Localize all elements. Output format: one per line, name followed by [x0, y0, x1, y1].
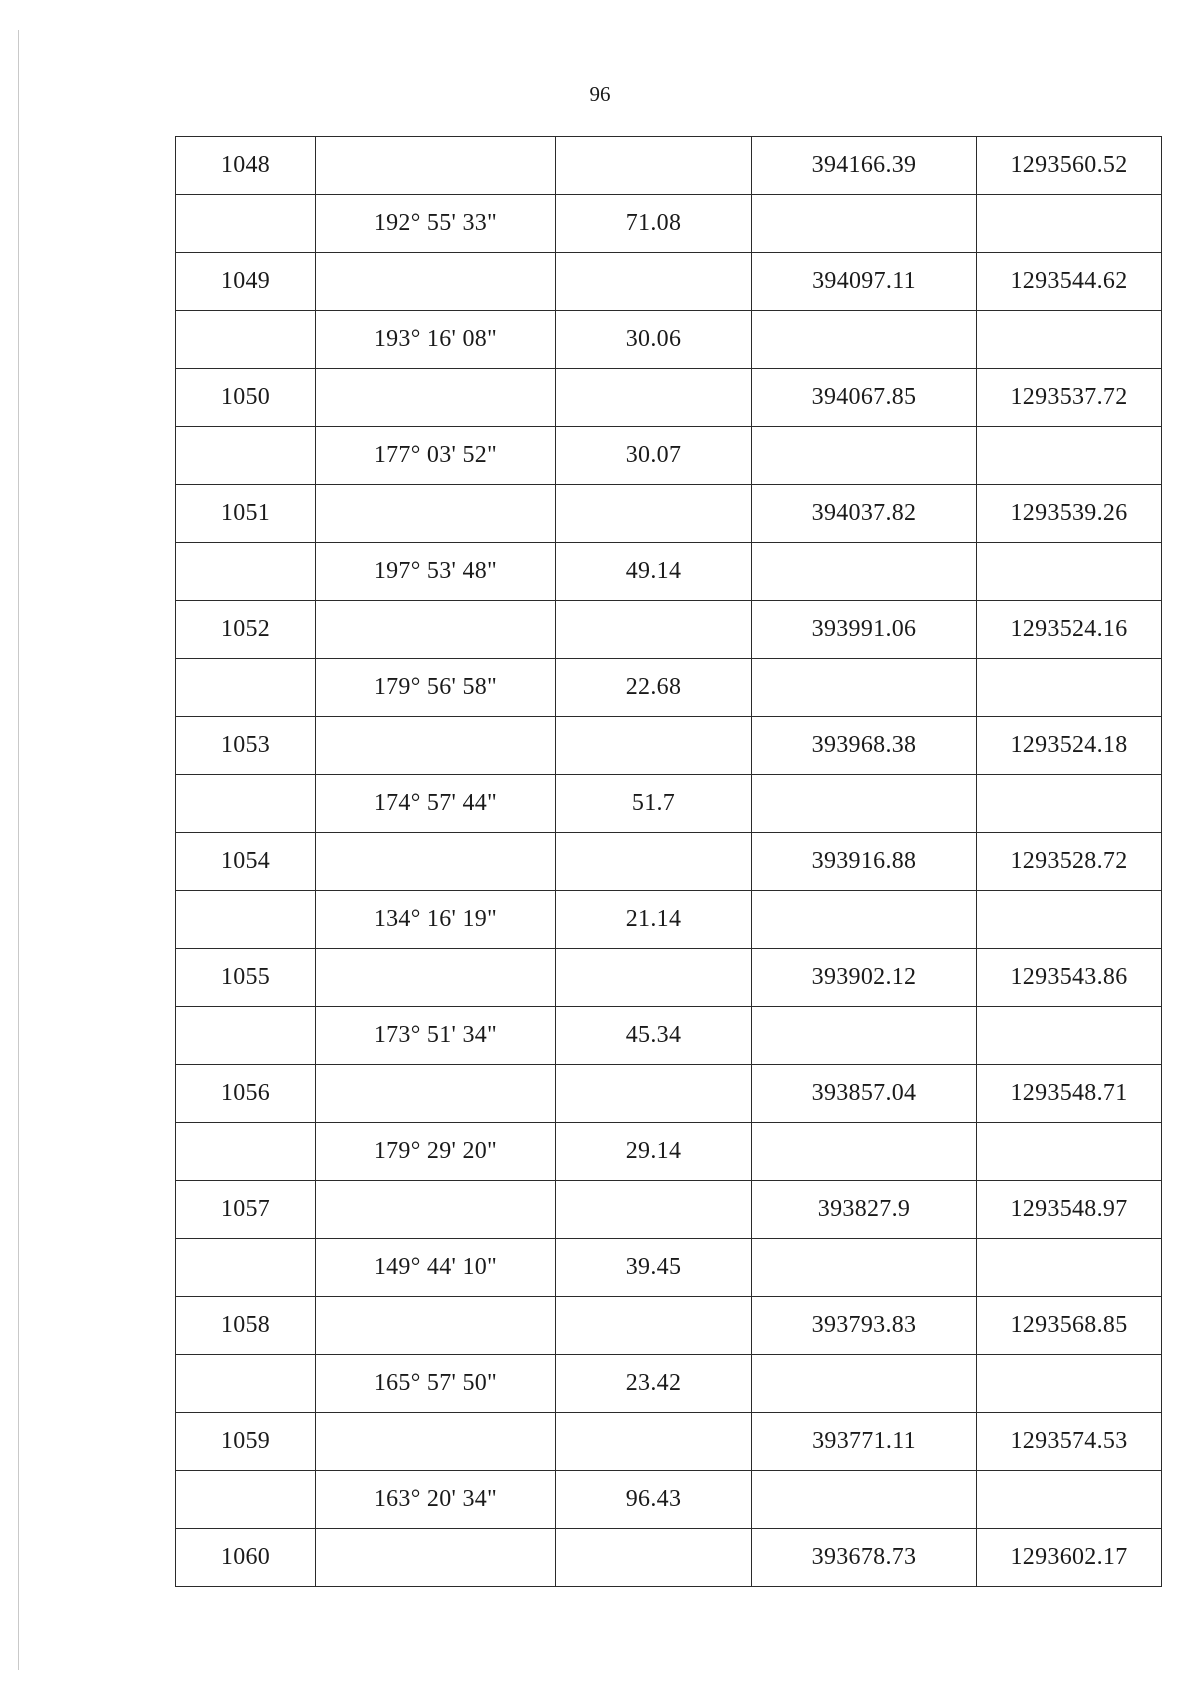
easting-cell: 1293544.62 — [977, 253, 1162, 311]
point-id-cell: 1053 — [176, 717, 316, 775]
empty-cell — [752, 427, 977, 485]
bearing-cell: 165° 57' 50" — [316, 1355, 556, 1413]
empty-cell — [752, 1355, 977, 1413]
easting-cell: 1293568.85 — [977, 1297, 1162, 1355]
point-id-cell: 1060 — [176, 1529, 316, 1587]
empty-cell — [176, 1355, 316, 1413]
point-row — [176, 601, 1162, 659]
empty-cell — [316, 833, 556, 891]
easting-cell: 1293548.71 — [977, 1065, 1162, 1123]
distance-cell: 21.14 — [556, 891, 752, 949]
empty-cell — [316, 1413, 556, 1471]
point-row — [176, 1529, 1162, 1587]
bearing-cell: 179° 29' 20" — [316, 1123, 556, 1181]
distance-cell: 45.34 — [556, 1007, 752, 1065]
distance-cell: 29.14 — [556, 1123, 752, 1181]
empty-cell — [752, 311, 977, 369]
empty-cell — [977, 543, 1162, 601]
point-row — [176, 717, 1162, 775]
distance-cell: 49.14 — [556, 543, 752, 601]
point-id-cell: 1054 — [176, 833, 316, 891]
point-row — [176, 1297, 1162, 1355]
point-row — [176, 253, 1162, 311]
distance-cell: 30.07 — [556, 427, 752, 485]
segment-row — [176, 659, 1162, 717]
empty-cell — [752, 1007, 977, 1065]
empty-cell — [316, 601, 556, 659]
point-id-cell: 1058 — [176, 1297, 316, 1355]
empty-cell — [752, 891, 977, 949]
empty-cell — [556, 1529, 752, 1587]
empty-cell — [176, 891, 316, 949]
easting-cell: 1293548.97 — [977, 1181, 1162, 1239]
empty-cell — [176, 195, 316, 253]
empty-cell — [176, 427, 316, 485]
northing-cell: 393991.06 — [752, 601, 977, 659]
segment-row — [176, 1355, 1162, 1413]
empty-cell — [556, 601, 752, 659]
point-id-cell: 1048 — [176, 137, 316, 195]
segment-row — [176, 1007, 1162, 1065]
easting-cell: 1293524.18 — [977, 717, 1162, 775]
northing-cell: 394067.85 — [752, 369, 977, 427]
empty-cell — [176, 311, 316, 369]
easting-cell: 1293539.26 — [977, 485, 1162, 543]
empty-cell — [556, 485, 752, 543]
empty-cell — [556, 369, 752, 427]
empty-cell — [316, 1065, 556, 1123]
northing-cell: 394166.39 — [752, 137, 977, 195]
northing-cell: 393827.9 — [752, 1181, 977, 1239]
empty-cell — [752, 195, 977, 253]
empty-cell — [316, 717, 556, 775]
point-row — [176, 1413, 1162, 1471]
empty-cell — [316, 949, 556, 1007]
distance-cell: 22.68 — [556, 659, 752, 717]
northing-cell: 393968.38 — [752, 717, 977, 775]
empty-cell — [176, 775, 316, 833]
segment-row — [176, 427, 1162, 485]
empty-cell — [752, 659, 977, 717]
bearing-cell: 197° 53' 48" — [316, 543, 556, 601]
empty-cell — [977, 195, 1162, 253]
point-row — [176, 1065, 1162, 1123]
empty-cell — [977, 891, 1162, 949]
bearing-cell: 149° 44' 10" — [316, 1239, 556, 1297]
empty-cell — [316, 485, 556, 543]
easting-cell: 1293560.52 — [977, 137, 1162, 195]
empty-cell — [176, 1239, 316, 1297]
empty-cell — [977, 1123, 1162, 1181]
easting-cell: 1293528.72 — [977, 833, 1162, 891]
easting-cell: 1293602.17 — [977, 1529, 1162, 1587]
bearing-cell: 192° 55' 33" — [316, 195, 556, 253]
segment-row — [176, 891, 1162, 949]
segment-row — [176, 775, 1162, 833]
easting-cell: 1293574.53 — [977, 1413, 1162, 1471]
northing-cell: 393916.88 — [752, 833, 977, 891]
point-id-cell: 1052 — [176, 601, 316, 659]
page-number: 96 — [589, 82, 611, 106]
bearing-cell: 193° 16' 08" — [316, 311, 556, 369]
empty-cell — [556, 1065, 752, 1123]
empty-cell — [556, 717, 752, 775]
northing-cell: 394097.11 — [752, 253, 977, 311]
bearing-cell: 163° 20' 34" — [316, 1471, 556, 1529]
point-row — [176, 949, 1162, 1007]
bearing-cell: 177° 03' 52" — [316, 427, 556, 485]
point-id-cell: 1056 — [176, 1065, 316, 1123]
point-id-cell: 1055 — [176, 949, 316, 1007]
empty-cell — [316, 369, 556, 427]
distance-cell: 96.43 — [556, 1471, 752, 1529]
empty-cell — [316, 137, 556, 195]
northing-cell: 393902.12 — [752, 949, 977, 1007]
point-row — [176, 369, 1162, 427]
bearing-cell: 174° 57' 44" — [316, 775, 556, 833]
segment-row — [176, 1239, 1162, 1297]
distance-cell: 51.7 — [556, 775, 752, 833]
empty-cell — [977, 659, 1162, 717]
segment-row — [176, 311, 1162, 369]
northing-cell: 393857.04 — [752, 1065, 977, 1123]
distance-cell: 30.06 — [556, 311, 752, 369]
segment-row — [176, 1471, 1162, 1529]
point-row — [176, 137, 1162, 195]
empty-cell — [752, 1123, 977, 1181]
point-id-cell: 1049 — [176, 253, 316, 311]
empty-cell — [977, 1471, 1162, 1529]
empty-cell — [176, 1123, 316, 1181]
empty-cell — [752, 775, 977, 833]
empty-cell — [316, 1297, 556, 1355]
empty-cell — [556, 1297, 752, 1355]
coordinate-table — [175, 136, 1162, 1587]
point-id-cell: 1050 — [176, 369, 316, 427]
empty-cell — [752, 543, 977, 601]
empty-cell — [556, 137, 752, 195]
empty-cell — [316, 1181, 556, 1239]
distance-cell: 23.42 — [556, 1355, 752, 1413]
northing-cell: 393771.11 — [752, 1413, 977, 1471]
empty-cell — [752, 1239, 977, 1297]
empty-cell — [176, 1471, 316, 1529]
point-row — [176, 1181, 1162, 1239]
empty-cell — [556, 1413, 752, 1471]
easting-cell: 1293537.72 — [977, 369, 1162, 427]
easting-cell: 1293524.16 — [977, 601, 1162, 659]
empty-cell — [176, 543, 316, 601]
bearing-cell: 173° 51' 34" — [316, 1007, 556, 1065]
empty-cell — [556, 833, 752, 891]
bearing-cell: 179° 56' 58" — [316, 659, 556, 717]
empty-cell — [752, 1471, 977, 1529]
northing-cell: 393793.83 — [752, 1297, 977, 1355]
empty-cell — [977, 775, 1162, 833]
segment-row — [176, 195, 1162, 253]
bearing-cell: 134° 16' 19" — [316, 891, 556, 949]
empty-cell — [176, 1007, 316, 1065]
point-id-cell: 1059 — [176, 1413, 316, 1471]
northing-cell: 394037.82 — [752, 485, 977, 543]
empty-cell — [556, 1181, 752, 1239]
point-id-cell: 1057 — [176, 1181, 316, 1239]
empty-cell — [977, 311, 1162, 369]
empty-cell — [556, 253, 752, 311]
distance-cell: 71.08 — [556, 195, 752, 253]
empty-cell — [316, 253, 556, 311]
easting-cell: 1293543.86 — [977, 949, 1162, 1007]
northing-cell: 393678.73 — [752, 1529, 977, 1587]
empty-cell — [977, 427, 1162, 485]
empty-cell — [977, 1355, 1162, 1413]
distance-cell: 39.45 — [556, 1239, 752, 1297]
empty-cell — [316, 1529, 556, 1587]
empty-cell — [176, 659, 316, 717]
point-row — [176, 485, 1162, 543]
point-row — [176, 833, 1162, 891]
empty-cell — [556, 949, 752, 1007]
segment-row — [176, 1123, 1162, 1181]
empty-cell — [977, 1239, 1162, 1297]
empty-cell — [977, 1007, 1162, 1065]
scan-edge-line — [18, 30, 19, 1670]
segment-row — [176, 543, 1162, 601]
point-id-cell: 1051 — [176, 485, 316, 543]
